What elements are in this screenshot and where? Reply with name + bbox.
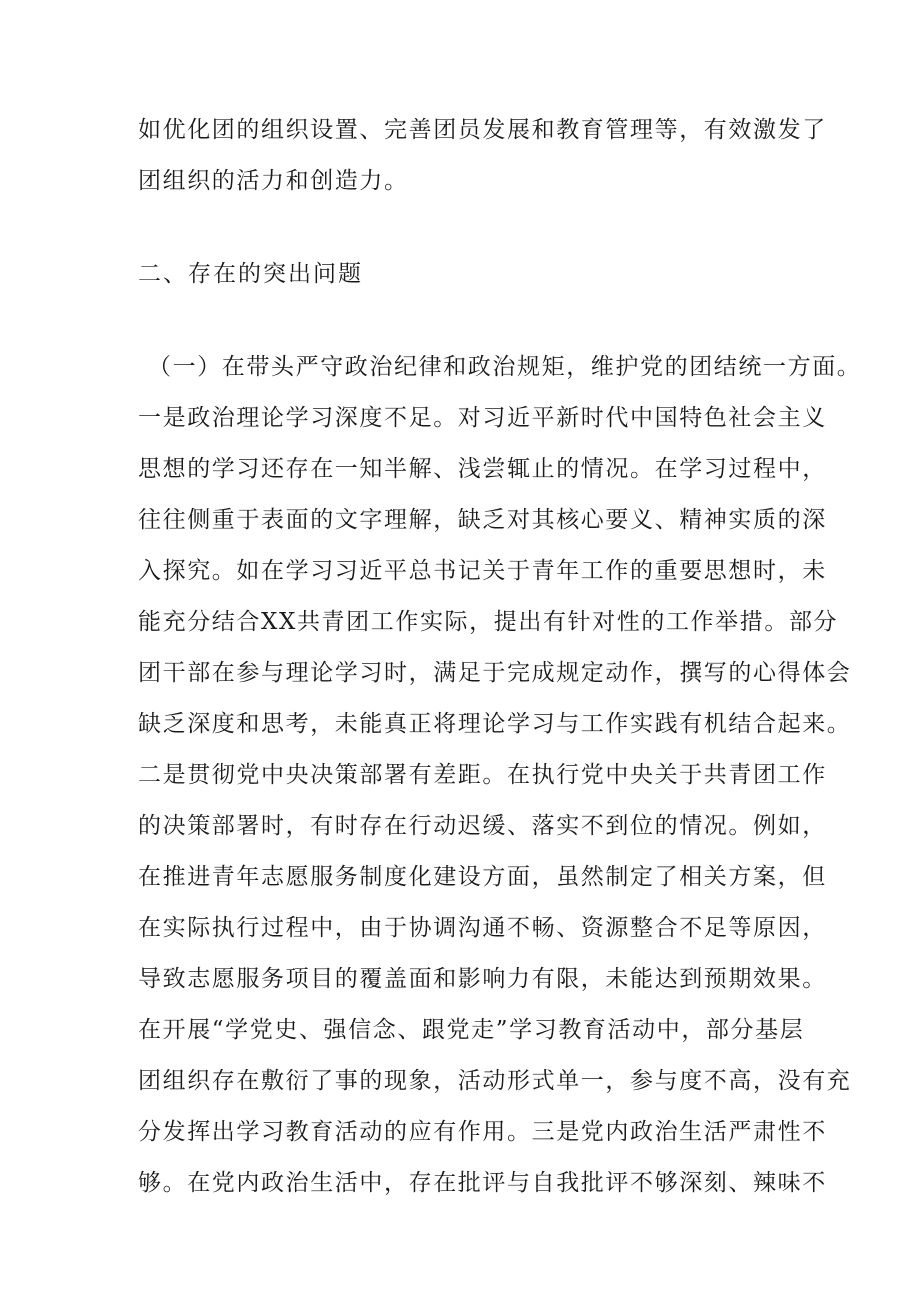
text-line: 团组织存在敷衍了事的现象，活动形式单一，参与度不高，没有充 xyxy=(138,1068,852,1094)
text-line: 能充分结合XX共青团工作实际，提出有针对性的工作举措。部分 xyxy=(138,609,839,635)
text-line: 缺乏深度和思考，未能真正将理论学习与工作实践有机结合起来。 xyxy=(138,711,852,737)
text-line: 在实际执行过程中，由于协调沟通不畅、资源整合不足等原因， xyxy=(138,915,827,941)
text-line: 往往侧重于表面的文字理解，缺乏对其核心要义、精神实质的深 xyxy=(138,507,827,533)
text-line: 在推进青年志愿服务制度化建设方面，虽然制定了相关方案，但 xyxy=(138,864,827,890)
text-line: 的决策部署时，有时存在行动迟缓、落实不到位的情况。例如， xyxy=(138,813,827,839)
text-line: 一是政治理论学习深度不足。对习近平新时代中国特色社会主义 xyxy=(138,405,827,431)
text-line: 分发挥出学习教育活动的应有作用。三是党内政治生活严肃性不 xyxy=(138,1119,827,1145)
text-line: 思想的学习还存在一知半解、浅尝辄止的情况。在学习过程中， xyxy=(138,456,827,482)
text-line: 二是贯彻党中央决策部署有差距。在执行党中央关于共青团工作 xyxy=(138,762,827,788)
text-line: 导致志愿服务项目的覆盖面和影响力有限，未能达到预期效果。 xyxy=(138,966,827,992)
text-line: 团干部在参与理论学习时，满足于完成规定动作，撰写的心得体会 xyxy=(138,660,852,686)
section-heading: 二、存在的突出问题 xyxy=(138,261,363,287)
text-line: 在开展“学党史、强信念、跟党走”学习教育活动中，部分基层 xyxy=(138,1017,805,1043)
text-line: 入探究。如在学习习近平总书记关于青年工作的重要思想时，未 xyxy=(138,558,827,584)
text-line: 够。在党内政治生活中，存在批评与自我批评不够深刻、辣味不 xyxy=(138,1170,827,1196)
text-line: （一）在带头严守政治纪律和政治规矩，维护党的团结统一方面。 xyxy=(148,354,862,380)
text-line: 团组织的活力和创造力。 xyxy=(138,168,409,194)
text-line: 如优化团的组织设置、完善团员发展和教育管理等，有效激发了 xyxy=(138,117,827,143)
